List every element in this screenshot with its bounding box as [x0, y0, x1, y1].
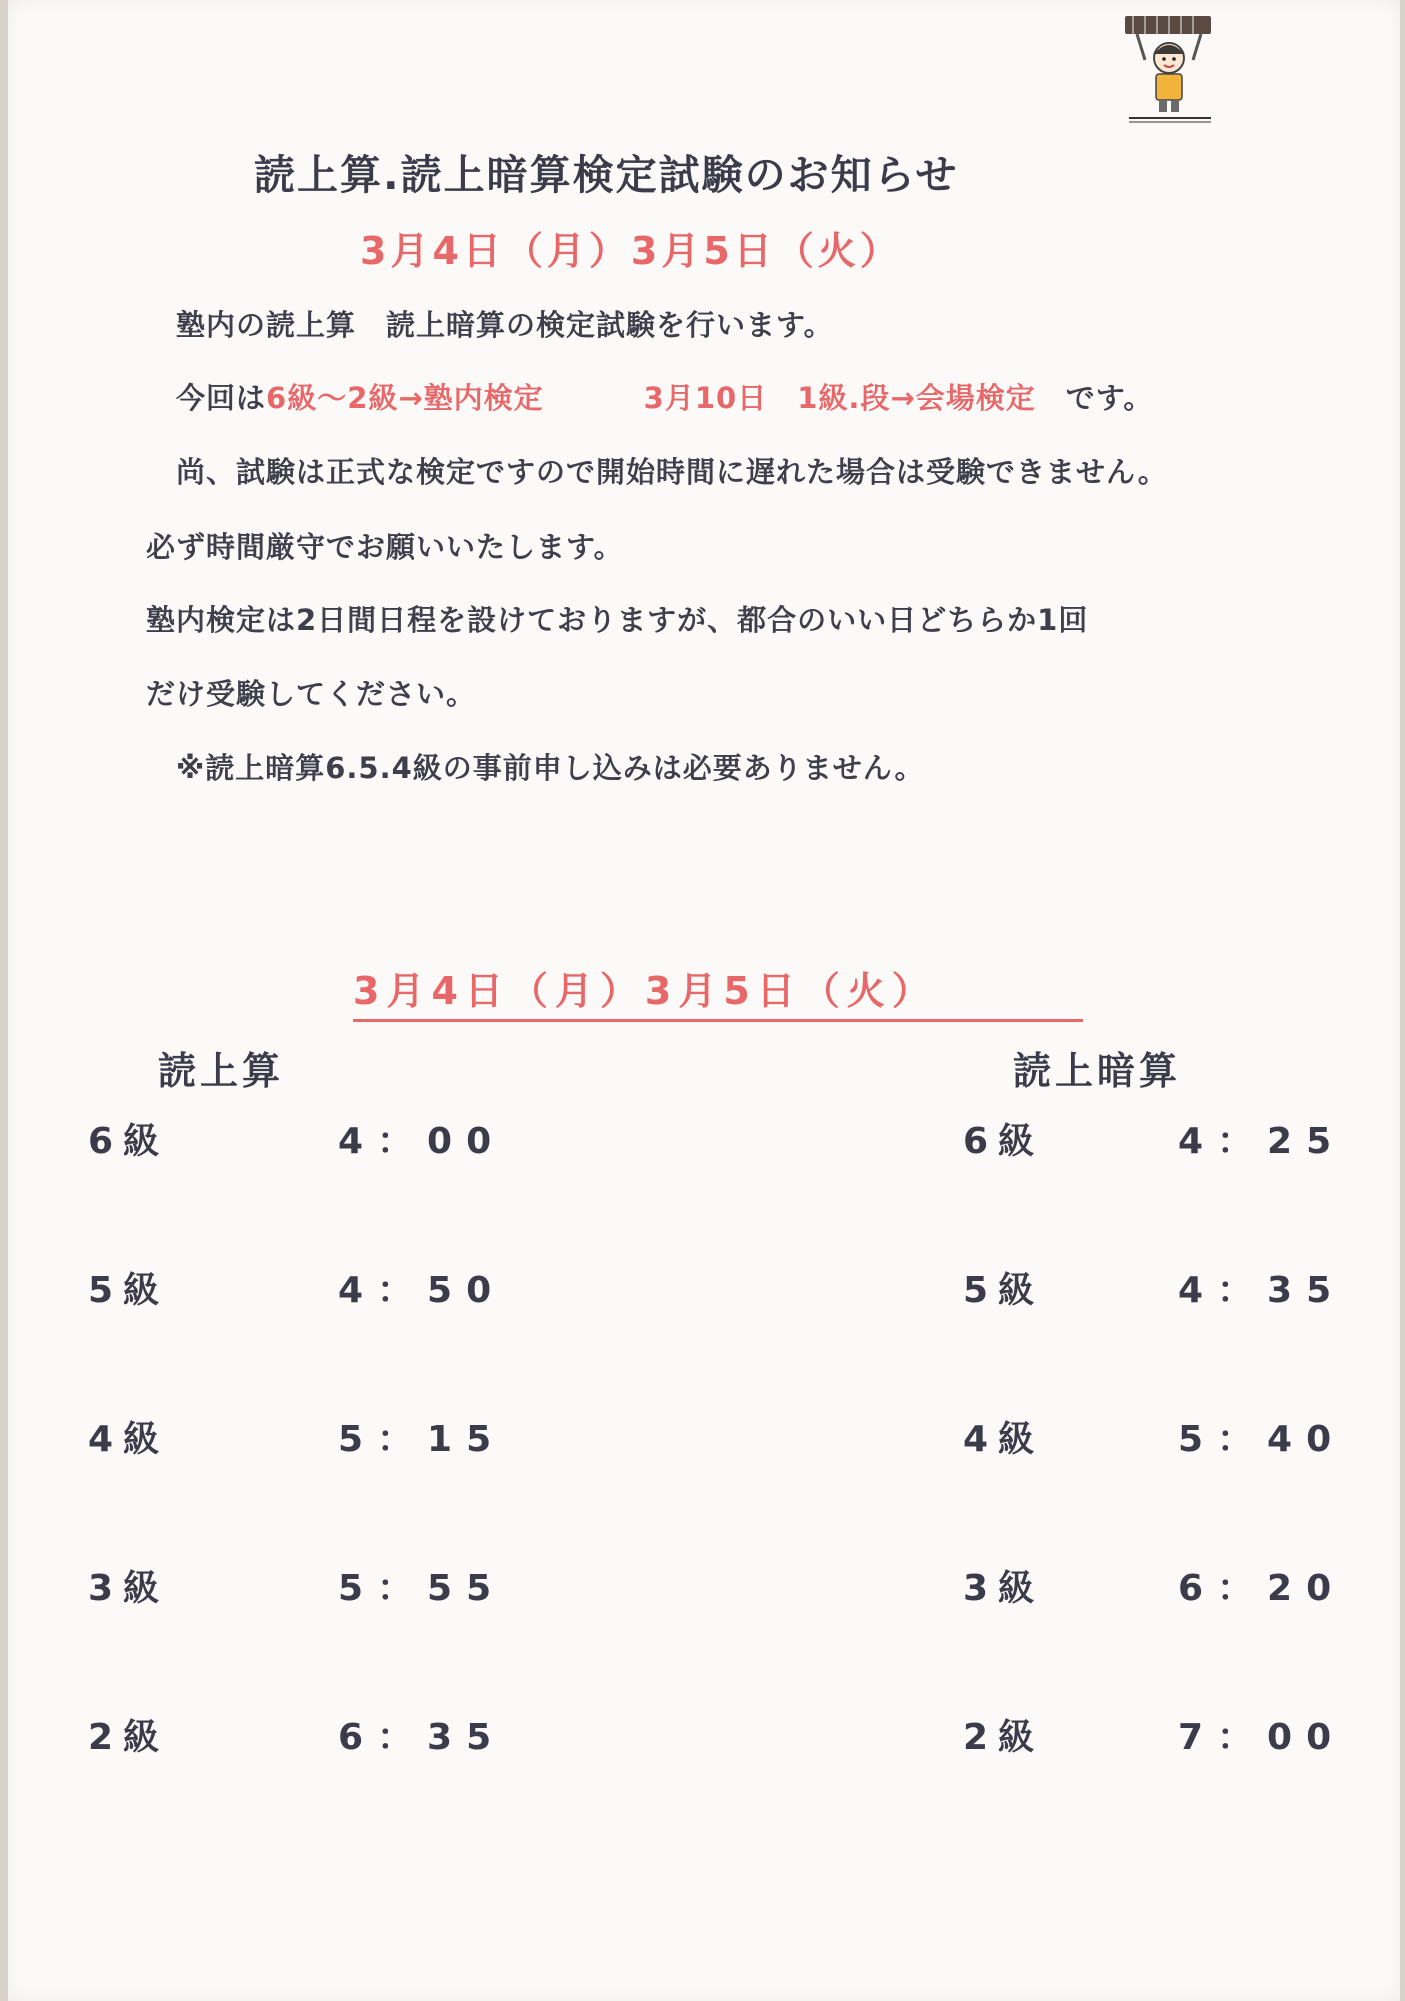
grade-label: 4級 — [963, 1419, 1045, 1460]
start-time: 7：00 — [1178, 1717, 1346, 1758]
grade-label: 3級 — [88, 1568, 170, 1609]
start-time: 4：00 — [338, 1121, 506, 1162]
left-column-title: 読上算 — [158, 1049, 285, 1093]
notice-paper — [8, 0, 1400, 2001]
page-title: 読上算.読上暗算検定試験のお知らせ — [254, 151, 959, 199]
body-line-2-prefix: 今回は — [176, 381, 267, 415]
start-time: 5：55 — [338, 1568, 506, 1609]
venue-exam-info: 3月10日 1級.段→会場検定 — [643, 381, 1036, 415]
start-time: 4：50 — [338, 1270, 506, 1311]
exam-dates-subtitle: 3月4日（月）3月5日（火） — [360, 229, 902, 273]
grade-label: 6級 — [88, 1121, 170, 1162]
child-holding-abacus-icon — [1123, 8, 1218, 126]
start-time: 4：25 — [1178, 1121, 1346, 1162]
body-line-7-note: ※読上暗算6.5.4級の事前申し込みは必要ありません。 — [176, 751, 925, 785]
start-time: 6：20 — [1178, 1568, 1346, 1609]
grade-label: 5級 — [963, 1270, 1045, 1311]
body-line-2-suffix: です。 — [1065, 381, 1154, 415]
body-line-6: だけ受験してください。 — [146, 677, 477, 711]
start-time: 5：15 — [338, 1419, 506, 1460]
grade-label: 2級 — [963, 1717, 1045, 1758]
grade-label: 3級 — [963, 1568, 1045, 1609]
body-line-2 — [176, 376, 1153, 417]
grade-label: 5級 — [88, 1270, 170, 1311]
grade-label: 4級 — [88, 1419, 170, 1460]
grade-label: 2級 — [88, 1717, 170, 1758]
right-column-title: 読上暗算 — [1013, 1049, 1182, 1093]
start-time: 4：35 — [1178, 1270, 1346, 1311]
body-line-5: 塾内検定は2日間日程を設けておりますが、都合のいい日どちらか1回 — [146, 603, 1089, 637]
body-line-4: 必ず時間厳守でお願いいたします。 — [146, 530, 624, 564]
body-line-3: 尚、試験は正式な検定ですので開始時間に遅れた場合は受験できません。 — [176, 455, 1168, 489]
grade-label: 6級 — [963, 1121, 1045, 1162]
body-line-1: 塾内の読上算 読上暗算の検定試験を行います。 — [176, 308, 834, 342]
schedule-date-heading: 3月4日（月）3月5日（火） — [353, 960, 1083, 1022]
start-time: 6：35 — [338, 1717, 506, 1758]
start-time: 5：40 — [1178, 1419, 1346, 1460]
in-school-exam-grades: 6級～2級→塾内検定 — [266, 381, 544, 415]
